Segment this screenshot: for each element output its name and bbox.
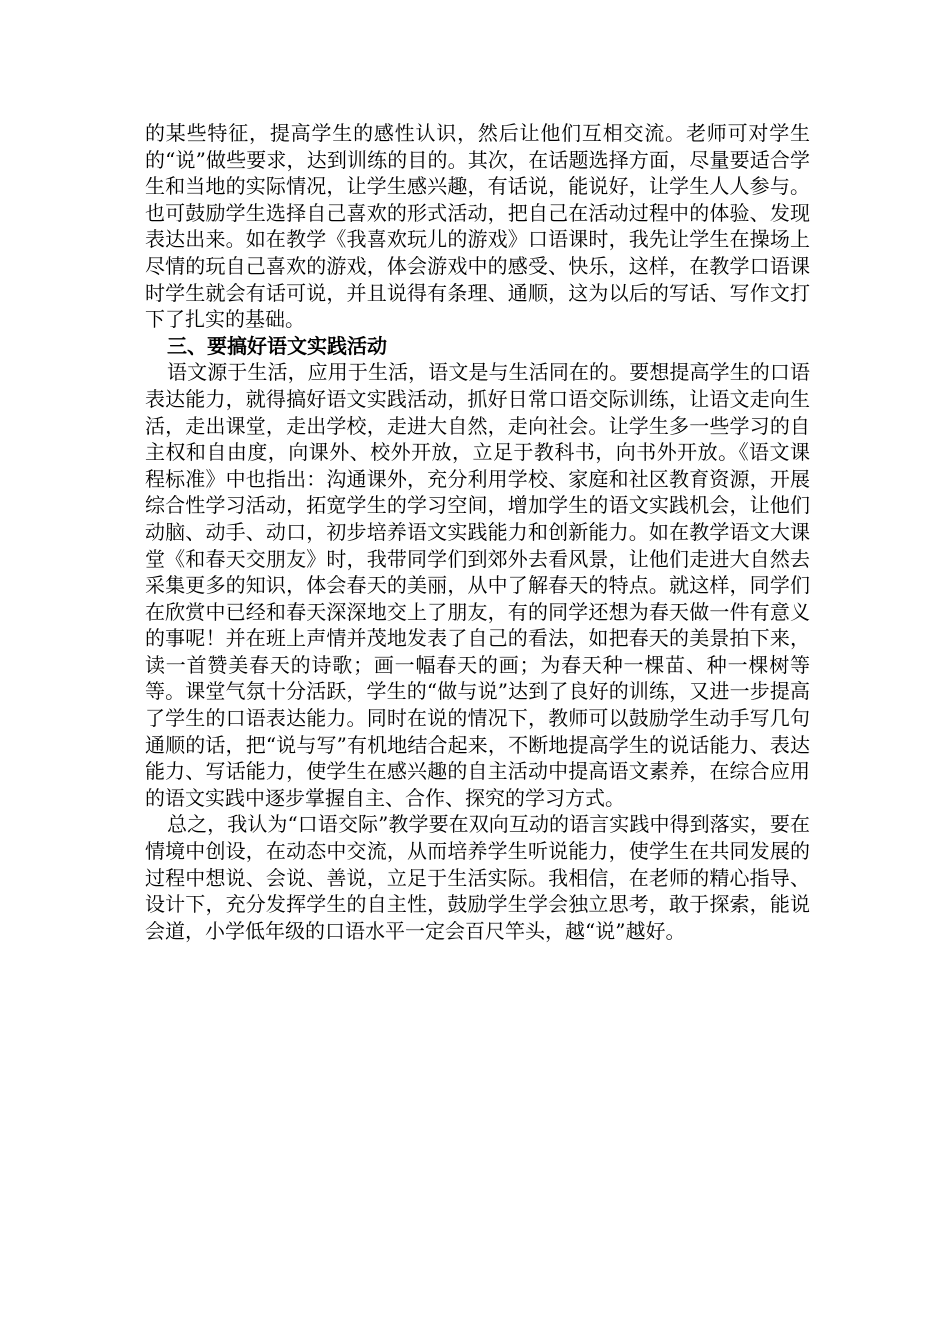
document-body bbox=[145, 120, 810, 944]
body-paragraph-continued: 的某些特征，提高学生的感性认识，然后让他们互相交流。老师可对学生的“说”做些要求，达到训练的目的。其次，在话题选择方面，尽量要适合学生和当地的实际情况，让学生感兴趣，有话说，能说好，让学生人人参与。也可鼓励学生选择自己喜欢的形式活动，把自己在活动过程中的体验、发现表达出来。如在教学《我喜欢玩儿的游戏》口语课时，我先让学生在操场上尽情的玩自己喜欢的游戏，体会游戏中的感受、快乐，这样，在教学口语课时学生就会有话可说，并且说得有条理、通顺，这为以后的写话、写作文打下了扎实的基础。 bbox=[145, 121, 810, 332]
body-paragraph-practice: 语文源于生活，应用于生活，语文是与生活同在的。要想提高学生的口语表达能力，就得搞好语文实践活动，抓好日常口语交际训练，让语文走向生活，走出课堂，走出学校，走进大自然，走向社会。让学生多一些学习的自主权和自由度，向课外、校外开放，立足于教科书，向书外开放。《语文课程标准》中也指出：沟通课外，充分利用学校、家庭和社区教育资源，开展综合性学习活动，拓宽学生的学习空间，增加学生的语文实践机会，让他们动脑、动手、动口，初步培养语文实践能力和创新能力。如在教学语文大课堂《和春天交朋友》时，我带同学们到郊外去看风景，让他们走进大自然去采集更多的知识，体会春天的美丽，从中了解春天的特点。就这样，同学们在欣赏中已经和春天深深地交上了朋友，有的同学还想为春天做一件有意义的事呢！并在班上声情并茂地发表了自己的看法，如把春天的美景拍下来，读一首赞美春天的诗歌；画一幅春天的画；为春天种一棵苗、种一棵树等等。课堂气氛十分活跃，学生的“做与说”达到了良好的训练，又进一步提高了学生的口语表达能力。同时在说的情况下，教师可以鼓励学生动手写几句通顺的话，把“说与写”有机地结合起来，不断地提高学生的说话能力、表达能力、写话能力，使学生在感兴趣的自主活动中提高语文素养，在综合应用的语文实践中逐步掌握自主、合作、探究的学习方式。 bbox=[145, 360, 810, 810]
body-paragraph-conclusion: 总之，我认为“口语交际”教学要在双向互动的语言实践中得到落实，要在情境中创设，在动态中交流，从而培养学生听说能力，使学生在共同发展的过程中想说、会说、善说，立足于生活实际。我相信，在老师的精心指导、设计下，充分发挥学生的自主性，鼓励学生学会独立思考，敢于探索，能说会道，小学低年级的口语水平一定会百尺竿头，越“说”越好。 bbox=[145, 812, 810, 943]
section-heading: 三、要搞好语文实践活动 bbox=[167, 333, 387, 358]
